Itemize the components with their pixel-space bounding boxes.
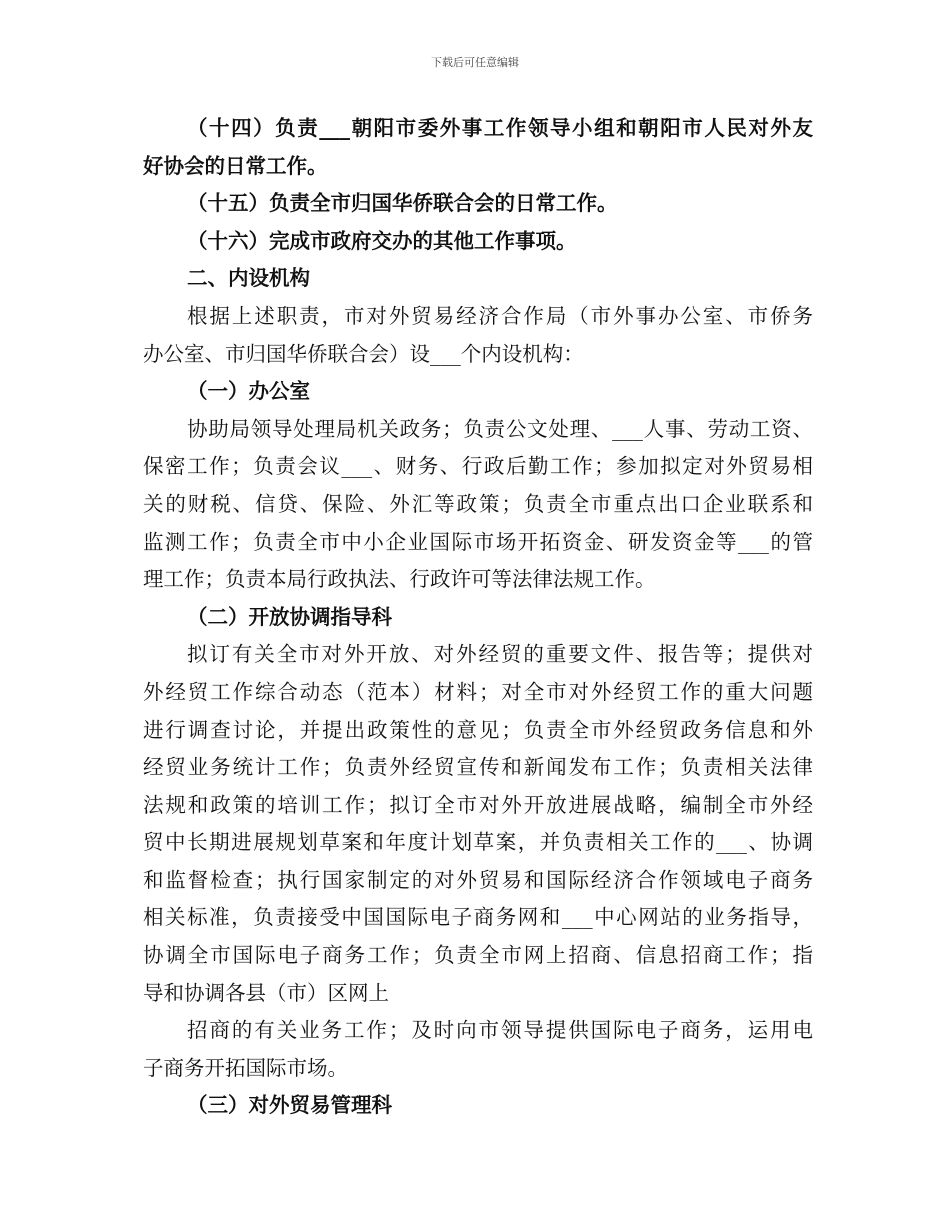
text-line: 外经贸工作综合动态（范本）材料；对全市对外经贸工作的重大问题 bbox=[143, 679, 813, 704]
text-line: （一）办公室 bbox=[187, 379, 310, 404]
text-line: 子商务开拓国际市场。 bbox=[143, 1055, 348, 1080]
page-header: 下载后可任意编辑 bbox=[431, 56, 519, 69]
text-line: （三）对外贸易管理科 bbox=[187, 1093, 392, 1118]
text-line: 好协会的日常工作。 bbox=[143, 153, 328, 178]
text-line: 和监督检查；执行国家制定的对外贸易和国际经济合作领域电子商务 bbox=[143, 867, 813, 892]
text-line: 贸中长期进展规划草案和年度计划草案，并负责相关工作的___、协调 bbox=[143, 830, 813, 855]
text-line: 法规和政策的培训工作；拟订全市对外开放进展战略，编制全市外经 bbox=[143, 792, 813, 817]
text-line: 协助局领导处理局机关政务；负责公文处理、___人事、劳动工资、 bbox=[187, 416, 813, 441]
text-line: 招商的有关业务工作；及时向市领导提供国际电子商务，运用电 bbox=[187, 1018, 813, 1043]
text-line: （十六）完成市政府交办的其他工作事项。 bbox=[187, 228, 577, 253]
text-line: 监测工作；负责全市中小企业国际市场开拓资金、研发资金等___的管 bbox=[143, 529, 813, 554]
text-line: 进行调查讨论，并提出政策性的意见；负责全市外经贸政务信息和外 bbox=[143, 717, 813, 742]
text-line: 办公室、市归国华侨联合会）设___个内设机构： bbox=[143, 341, 584, 366]
text-line: （十四）负责___朝阳市委外事工作领导小组和朝阳市人民对外友 bbox=[187, 116, 813, 140]
text-line: 导和协调各县（市）区网上 bbox=[143, 980, 389, 1005]
document-body bbox=[143, 110, 813, 1125]
text-line: 拟订有关全市对外开放、对外经贸的重要文件、报告等；提供对 bbox=[187, 642, 813, 667]
text-line: 经贸业务统计工作；负责外经贸宣传和新闻发布工作；负责相关法律 bbox=[143, 755, 813, 780]
text-line: 根据上述职责，市对外贸易经济合作局（市外事办公室、市侨务 bbox=[187, 303, 813, 328]
text-line: （十五）负责全市归国华侨联合会的日常工作。 bbox=[187, 191, 618, 216]
text-line: 协调全市国际电子商务工作；负责全市网上招商、信息招商工作；指 bbox=[143, 943, 813, 968]
text-line: 理工作；负责本局行政执法、行政许可等法律法规工作。 bbox=[143, 567, 656, 592]
text-line: 保密工作；负责会议___、财务、行政后勤工作；参加拟定对外贸易相 bbox=[143, 454, 813, 479]
text-line: （二）开放协调指导科 bbox=[187, 604, 392, 629]
text-line: 相关标准，负责接受中国国际电子商务网和___中心网站的业务指导， bbox=[143, 905, 813, 930]
text-line: 二、内设机构 bbox=[187, 266, 310, 291]
text-line: 关的财税、信贷、保险、外汇等政策；负责全市重点出口企业联系和 bbox=[143, 491, 813, 516]
